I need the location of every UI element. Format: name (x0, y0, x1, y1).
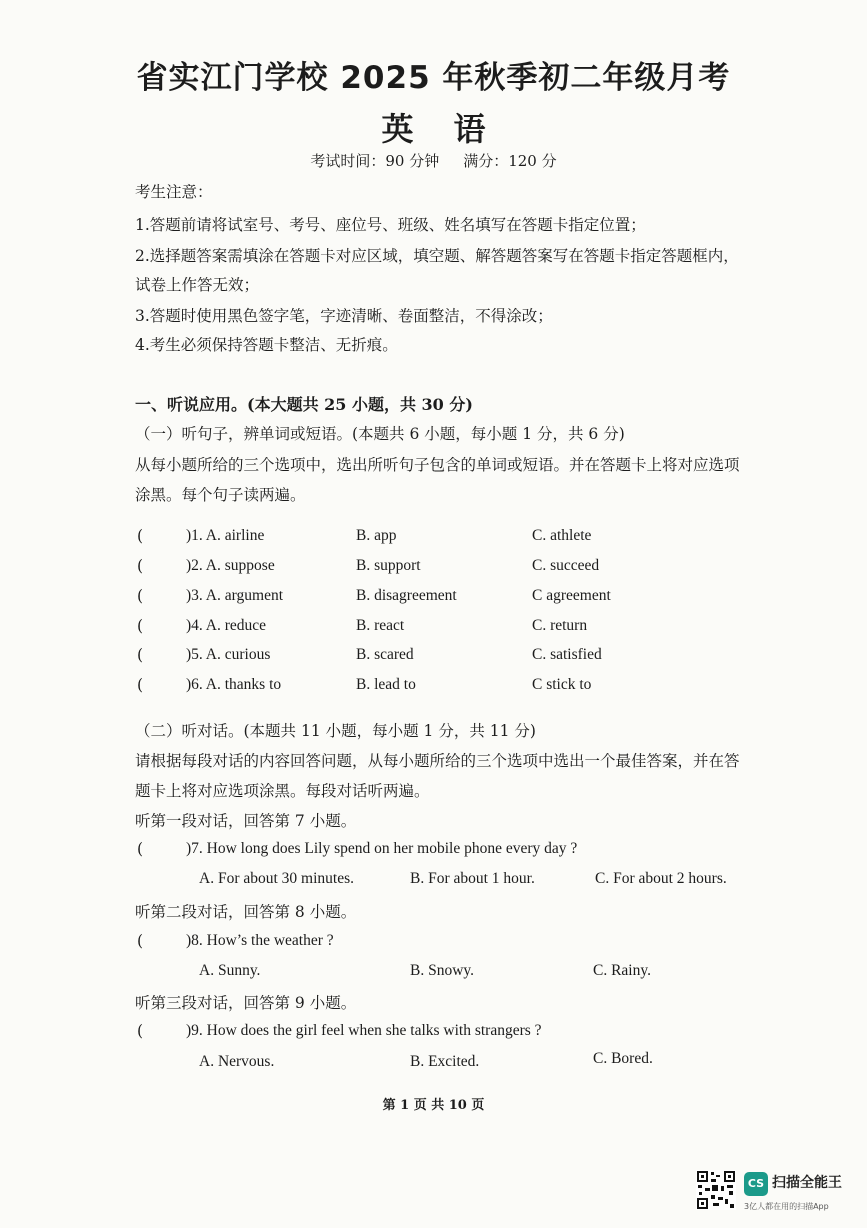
question-option-b: B. lead to (356, 676, 416, 693)
question-option-a: A. Sunny. (199, 962, 261, 979)
question-option-b: B. For about 1 hour. (410, 870, 535, 887)
answer-paren: ( (137, 676, 144, 694)
question-text: )8. How’s the weather ? (186, 932, 334, 949)
question-option-c: C. succeed (532, 557, 600, 574)
part-instruction: 题卡上将对应选项涂黑。每段对话听两遍。 (135, 782, 430, 800)
notice-item: 试卷上作答无效； (135, 276, 260, 294)
notice-item: 1.答题前请将试室号、考号、座位号、班级、姓名填写在答题卡指定位置； (135, 216, 646, 234)
question-option-c: C. Rainy. (593, 962, 651, 979)
scanner-app-name: 扫描全能王 (772, 1175, 842, 1191)
question-option-c: C. Bored. (593, 1050, 653, 1067)
notice-item: 3.答题时使用黑色签字笔，字迹清晰、卷面整洁，不得涂改； (135, 307, 553, 325)
question-option-a: A. Nervous. (199, 1053, 275, 1070)
answer-paren: ( (137, 646, 144, 664)
page-number: 第 1 页 共 10 页 (382, 1098, 485, 1113)
dialog-intro: 听第三段对话，回答第 9 小题。 (135, 994, 357, 1012)
subject-title: 英语 (381, 110, 526, 148)
question-option-a: )3. A. argument (186, 587, 284, 604)
question-option-a: )2. A. suppose (186, 557, 275, 574)
notice-item: 2.选择题答案需填涂在答题卡对应区域，填空题、解答题答案写在答题卡指定答题框内， (135, 247, 739, 265)
question-option-c: C stick to (532, 676, 592, 693)
answer-paren: ( (137, 840, 144, 858)
answer-paren: ( (137, 557, 144, 575)
notice-heading: 考生注意： (135, 183, 213, 201)
answer-paren: ( (137, 1022, 144, 1040)
question-option-c: C. return (532, 617, 588, 634)
answer-paren: ( (137, 587, 144, 605)
question-option-b: B. react (356, 617, 405, 634)
part-instruction: 请根据每段对话的内容回答问题，从每小题所给的三个选项中选出一个最佳答案，并在答 (135, 752, 740, 770)
notice-item: 4.考生必须保持答题卡整洁、无折痕。 (135, 336, 398, 354)
exam-time: 考试时间：90 分钟 (310, 152, 440, 170)
answer-paren: ( (137, 617, 144, 635)
question-option-a: )1. A. airline (186, 527, 265, 544)
qr-code-icon (696, 1170, 736, 1210)
question-option-c: C. satisfied (532, 646, 602, 663)
exam-score: 满分：120 分 (463, 152, 557, 170)
section-title: 一、听说应用。(本大题共 25 小题，共 30 分) (135, 395, 473, 414)
question-option-a: )4. A. reduce (186, 617, 267, 634)
question-option-a: )6. A. thanks to (186, 676, 282, 693)
exam-info (0, 150, 867, 171)
question-option-b: B. Excited. (410, 1053, 480, 1070)
question-option-c: C agreement (532, 587, 611, 604)
answer-paren: ( (137, 527, 144, 545)
question-text: )7. How long does Lily spend on her mobile phone every day ? (186, 840, 578, 857)
camscanner-logo: CS (744, 1172, 768, 1196)
question-option-c: C. For about 2 hours. (595, 870, 727, 887)
answer-paren: ( (137, 932, 144, 950)
question-option-a: A. For about 30 minutes. (199, 870, 354, 887)
dialog-intro: 听第二段对话，回答第 8 小题。 (135, 903, 357, 921)
part-title: （二）听对话。(本题共 11 小题，每小题 1 分，共 11 分) (135, 722, 536, 740)
question-option-b: B. support (356, 557, 421, 574)
part-instruction: 涂黑。每个句子读两遍。 (135, 486, 306, 504)
question-option-c: C. athlete (532, 527, 592, 544)
dialog-intro: 听第一段对话，回答第 7 小题。 (135, 812, 357, 830)
part-instruction: 从每小题所给的三个选项中，选出所听句子包含的单词或短语。并在答题卡上将对应选项 (135, 456, 740, 474)
question-option-b: B. scared (356, 646, 414, 663)
exam-title: 省实江门学校 2025 年秋季初二年级月考 (136, 60, 731, 96)
question-text: )9. How does the girl feel when she talks with strangers ? (186, 1022, 542, 1039)
question-option-a: )5. A. curious (186, 646, 271, 663)
scanner-tagline: 3亿人都在用的扫描App (744, 1202, 829, 1211)
question-option-b: B. disagreement (356, 587, 457, 604)
part-title: （一）听句子，辨单词或短语。(本题共 6 小题，每小题 1 分，共 6 分) (135, 425, 625, 443)
question-option-b: B. app (356, 527, 397, 544)
question-option-b: B. Snowy. (410, 962, 475, 979)
